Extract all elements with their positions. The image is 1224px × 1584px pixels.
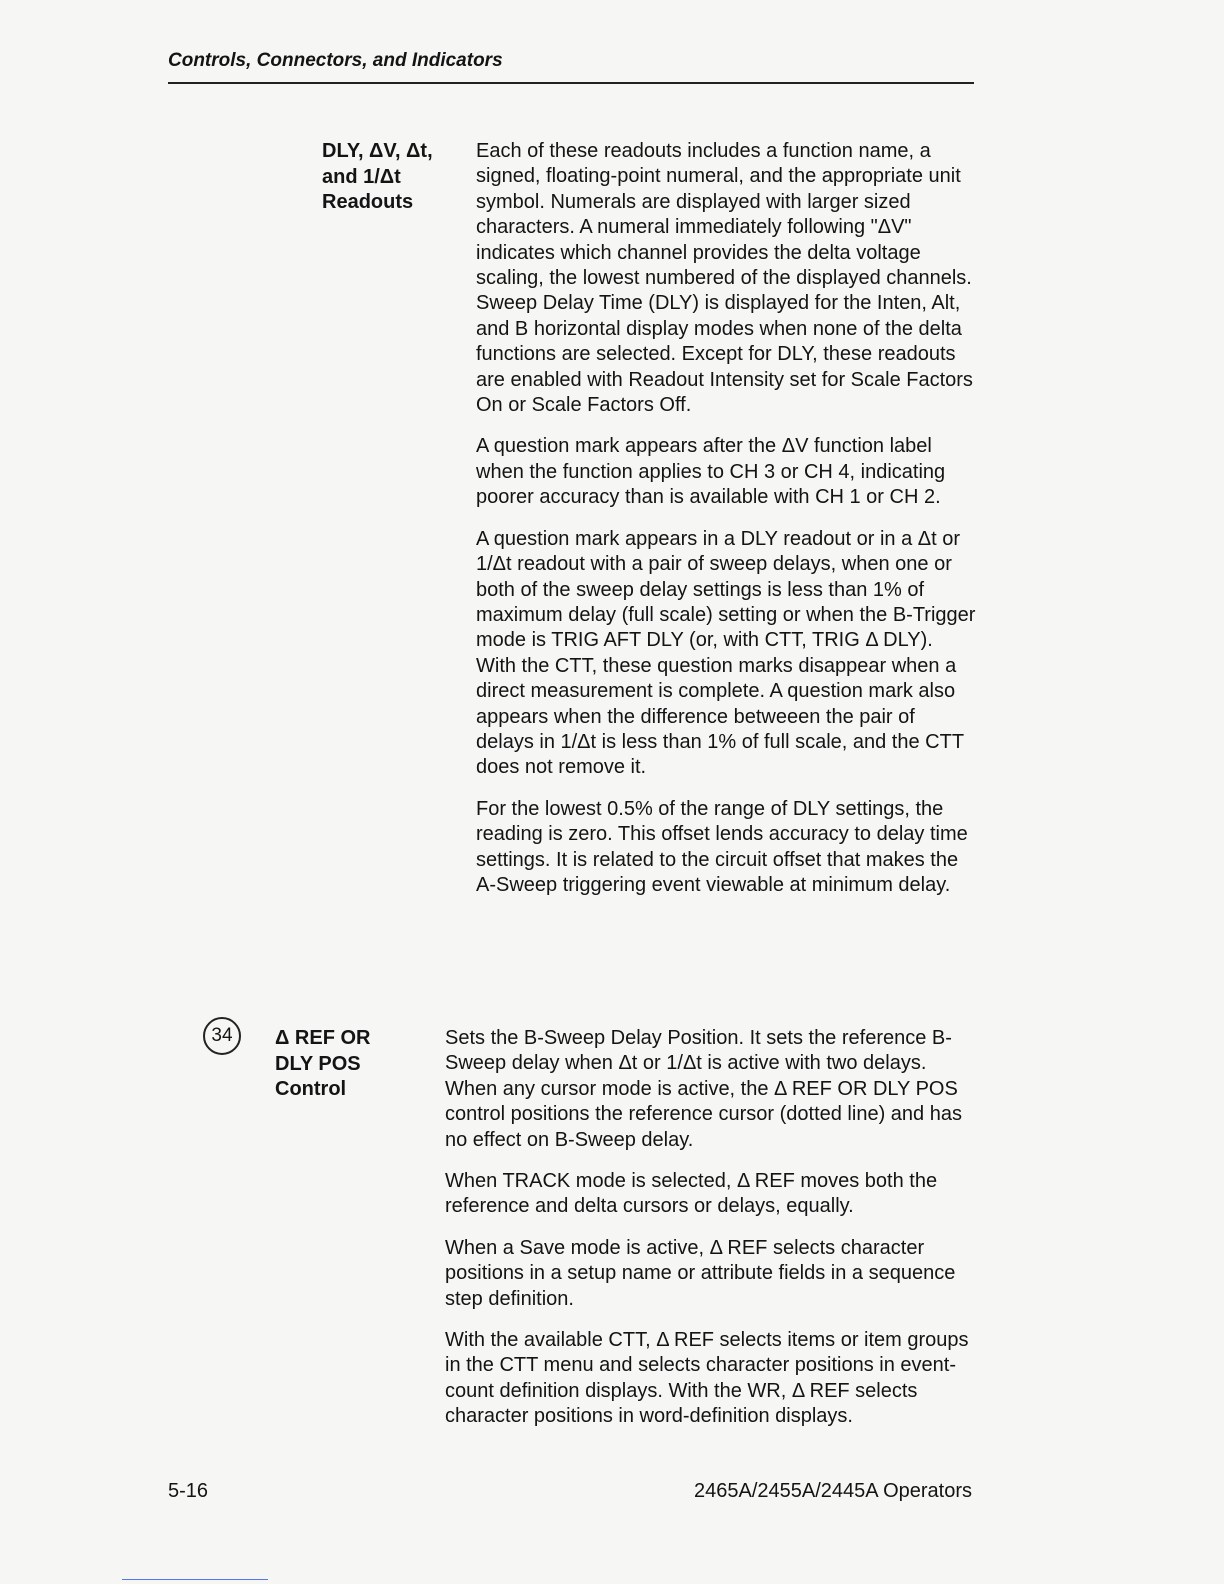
paragraph: For the lowest 0.5% of the range of DLY settings, the reading is zero. This offset lends accuracy to delay time settings. It is related to the circuit offset that makes the A-Sweep triggering event viewable at minimum delay. — [476, 797, 968, 896]
term-line: and 1/Δt — [322, 165, 401, 188]
scan-edge-line — [122, 1579, 268, 1580]
readouts-term — [322, 139, 433, 216]
paragraph: A question mark appears after the ΔV function label when the function applies to CH 3 or CH 4, indicating poorer accuracy than is available with CH 1 or CH 2. — [476, 435, 946, 509]
paragraph: When a Save mode is active, Δ REF selects character positions in a setup name or attribute fields in a sequence step definition. — [445, 1236, 956, 1310]
term-line: Δ REF OR — [275, 1027, 371, 1049]
paragraph: Each of these readouts includes a function name, a signed, floating-point numeral, and the appropriate unit symbol. Numerals are displayed with larger sized characters. A numeral immediately following "ΔV" indicates which channel provides the delta voltage scaling, the lowest numbered of the displayed channels. Sweep Delay Time (DLY) is displayed for the Inten, Alt, and B horizontal display modes when none of the delta functions are selected. Except for DLY, these readouts are enabled with Readout Intensity set for Scale Factors On or Scale Factors Off. — [476, 140, 973, 417]
paragraph: Sets the B-Sweep Delay Position. It sets the reference B-Sweep delay when Δt or 1/Δt is active with two delays. When any cursor mode is active, the Δ REF OR DLY POS control positions the reference cursor (dotted line) and has no effect on B-Sweep delay. — [445, 1027, 962, 1151]
page-number: 5-16 — [168, 1480, 209, 1502]
paragraph: When TRACK mode is selected, Δ REF moves both the reference and delta cursors or delays, equally. — [445, 1170, 938, 1218]
manual-title: 2465A/2455A/2445A Operators — [694, 1480, 972, 1502]
term-line: DLY POS — [275, 1052, 361, 1075]
readouts-description — [476, 139, 976, 914]
term-line: Readouts — [322, 191, 414, 213]
paragraph: With the available CTT, Δ REF selects items or item groups in the CTT menu and selects character positions in event-count definition displays. With the WR, Δ REF selects character positions in word-definition displays. — [445, 1329, 969, 1428]
page-header — [168, 48, 974, 84]
paragraph: A question mark appears in a DLY readout or in a Δt or 1/Δt readout with a pair of sweep delays, when one or both of the sweep delay settings is less than 1% of maximum delay (full scale) setting or when the B-Trigger mode is TRIG AFT DLY (or, with CTT, TRIG Δ DLY). With the CTT, these question marks disappear when a direct measurement is complete. A question mark also appears when the difference betweeen the pair of delays in 1/Δt is less than 1% of full scale, and the CTT does not remove it. — [476, 527, 976, 779]
term-line: Control — [275, 1078, 347, 1100]
term-line: DLY, ΔV, Δt, — [322, 140, 433, 162]
ref-dly-pos-term — [275, 1026, 371, 1103]
header-title: Controls, Connectors, and Indicators — [168, 50, 503, 71]
ref-dly-pos-description — [445, 1026, 973, 1446]
item-number-badge: 34 — [203, 1017, 241, 1055]
